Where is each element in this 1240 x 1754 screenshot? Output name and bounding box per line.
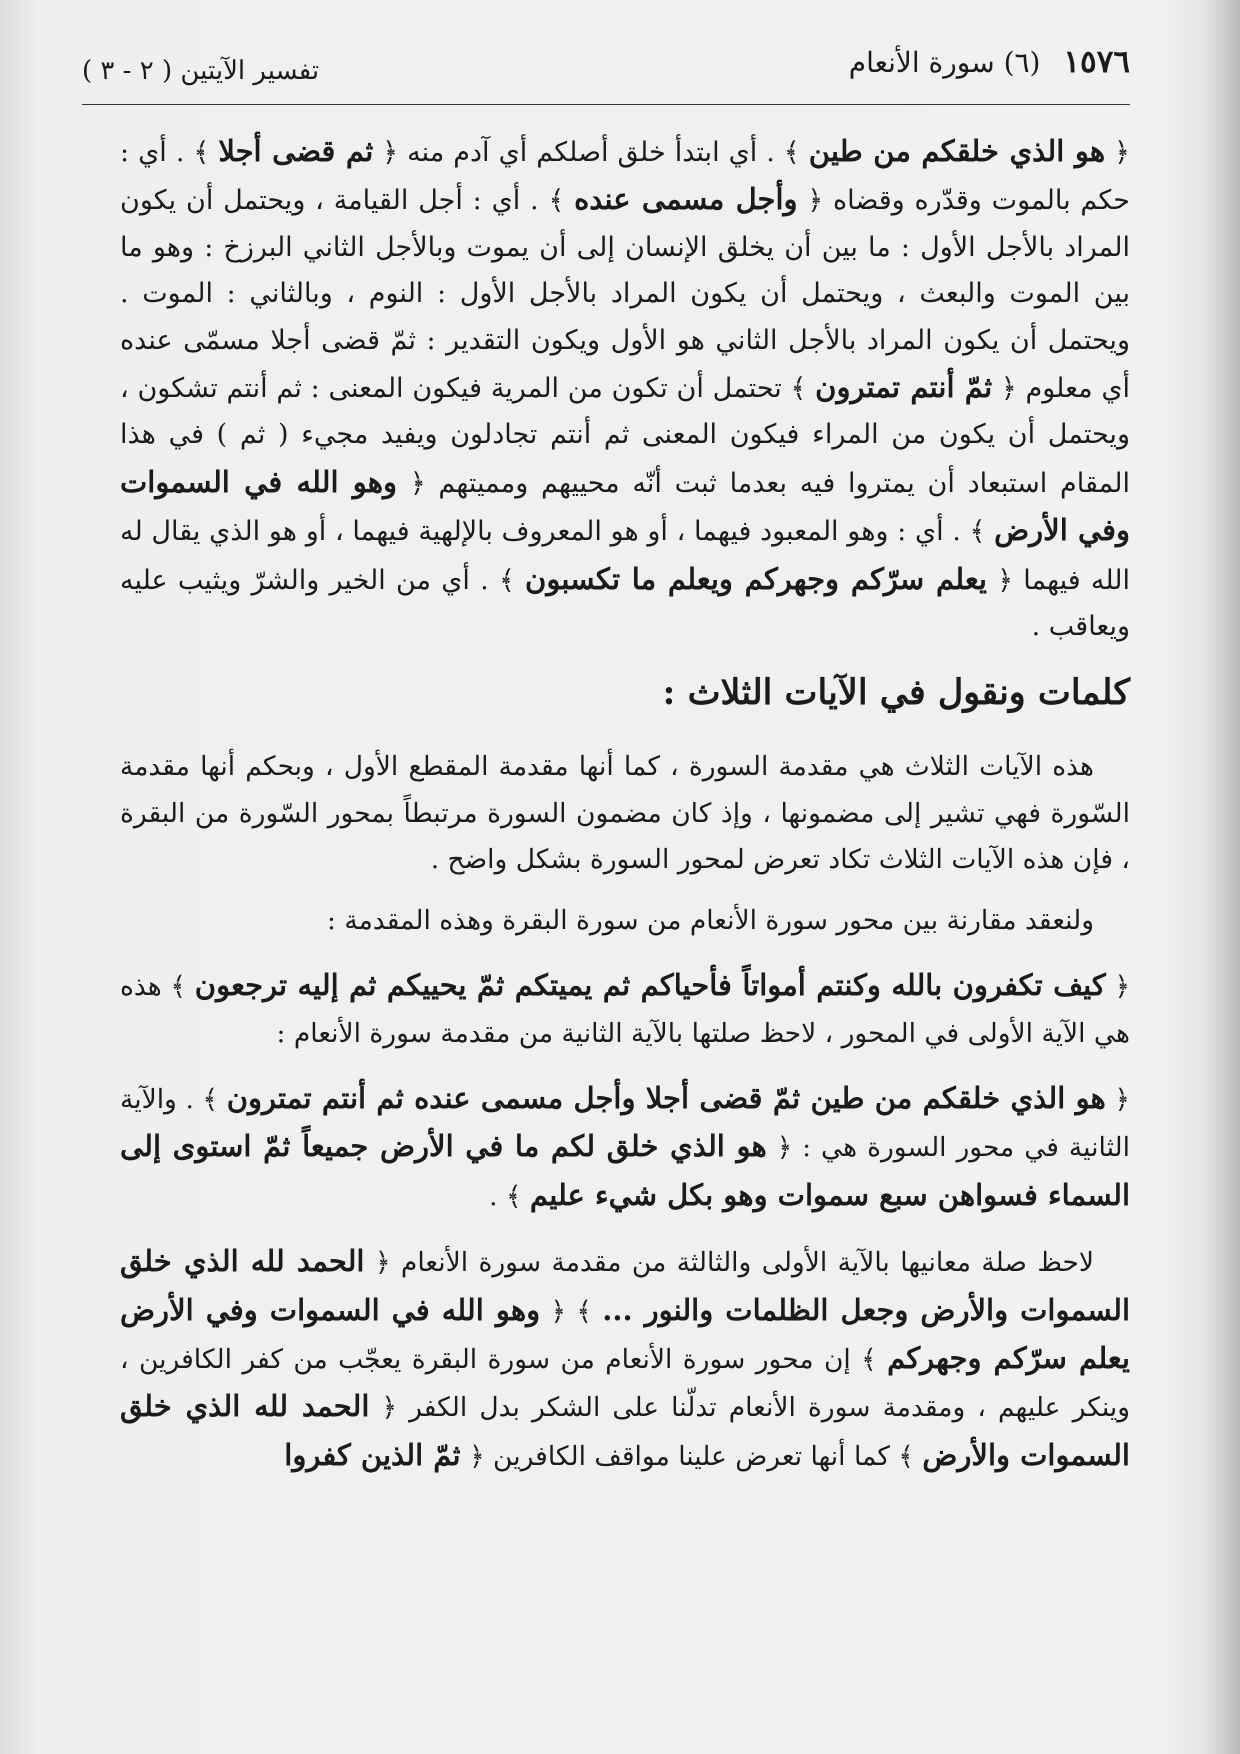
text-segment: لاحظ صلة معانيها بالآية الأولى والثالثة من مقدمة سورة الأنعام ﴿ xyxy=(364,1247,1094,1279)
paragraph-spacer xyxy=(120,944,1130,962)
text-segment: ﴾ . أي : وهو المعبود فيهما ، أو هو المعروف بالإلهية فيهما ، أو هو الذي يقال له الله فيهما ﴿ xyxy=(120,516,1131,596)
paragraph-spacer xyxy=(120,1220,1130,1238)
quran-verse: هو الذي خلق لكم ما في الأرض جميعاً ثمّ استوى إلى السماء فسواهن سبع سموات وهو بكل شيء عليم xyxy=(120,1129,1130,1212)
text-segment: ﴾ . أي : أجل القيامة ، ويحتمل أن يكون المراد بالأجل الأول : ما بين أن يخلق الإنسان إلى أن يموت وبالأجل الثاني البرزخ : وهو ما بين الموت والبعث ، ويحتمل أن يكون المراد بالأجل الأول : النوم ، وبالثاني : الموت . ويحتمل أن يكون المراد بالأجل الثاني هو الأول ويكون التقدير : ثمّ قضى أجلا مسمّى عنده أي معلوم ﴿ xyxy=(120,185,1130,405)
text-segment: ﴾ . xyxy=(489,1180,530,1212)
tafsir-paragraph xyxy=(120,128,1130,650)
second-verse-paragraph xyxy=(120,1075,1130,1220)
quran-verse: ثم قضى أجلا xyxy=(218,134,374,168)
text-segment: ﴾ . أي من الخير والشرّ ويثيب عليه ويعاقب . xyxy=(120,564,1130,643)
comparison-intro: ولنعقد مقارنة بين محور سورة الأنعام من سورة البقرة وهذه المقدمة : xyxy=(327,904,1094,936)
text-segment: ﴿ xyxy=(1105,1083,1131,1115)
page-body xyxy=(120,128,1130,1480)
quran-verse: وأجل مسمى عنده xyxy=(574,182,798,217)
quran-verse: هو الذي خلقكم من طين ثمّ قضى أجلا وأجل مسمى عنده ثم أنتم تمترون xyxy=(226,1080,1106,1115)
text-segment: ﴾ تحتمل أن تكون من المرية فيكون المعنى : ثم أنتم تشكون ، ويحتمل أن يكون من المراء فيكون المعنى ثم أنتم تجادلون ويفيد مجيء ( ثم ) في هذا المقام استبعاد أن يمتروا فيه بعدما ثبت أنّه محييهم ومميتهم ﴿ xyxy=(120,373,1130,499)
page-header xyxy=(82,44,1130,108)
paragraph-spacer xyxy=(120,884,1130,898)
quran-verse: الحمد لله الذي خلق السموات والأرض وجعل الظلمات والنور ... xyxy=(120,1244,1130,1327)
text-segment: ﴿ xyxy=(1105,137,1130,168)
text-segment: ﴿ xyxy=(1105,971,1130,1003)
relation-paragraph xyxy=(120,1238,1130,1480)
text-segment: ﴾ هذه هي الآية الأولى في المحور ، لاحظ صلتها بالآية الثانية من مقدمة سورة الأنعام : xyxy=(120,971,1130,1049)
paragraph-spacer xyxy=(120,1057,1130,1075)
quran-verse: الحمد لله الذي خلق السموات والأرض xyxy=(120,1389,1130,1472)
text-segment: ﴾ ﴿ xyxy=(540,1295,603,1327)
text-segment: ﴾ كما أنها تعرض علينا مواقف الكافرين ﴿ xyxy=(460,1440,923,1472)
page-edge-shadow xyxy=(1206,0,1240,1754)
quran-verse: هو الذي خلقكم من طين xyxy=(808,134,1106,168)
quran-verse: ثمّ الذين كفروا xyxy=(284,1437,461,1472)
commentary-paragraph: هذه الآيات الثلاث هي مقدمة السورة ، كما أنها مقدمة المقطع الأول ، وبحكم أنها مقدمة السّورة فهي تشير إلى مضمونها ، وإذ كان مضمون السورة مرتبطاً بمحور السّورة من البقرة ، فإن هذه الآيات الثلاث تكاد تعرض لمحور السورة بشكل واضح . xyxy=(120,751,1130,876)
text-segment: ﴾ . أي ابتدأ خلق أصلكم أي آدم منه ﴿ xyxy=(373,137,809,168)
quran-verse: ثمّ أنتم تمترون xyxy=(815,370,993,405)
text-segment: ﴾ . والآية الثانية في محور السورة هي : ﴿ xyxy=(120,1083,1130,1164)
quran-verse: يعلم سرّكم وجهركم ويعلم ما تكسبون xyxy=(525,561,987,596)
page-number: ١٥٧٦ xyxy=(1063,44,1130,80)
surah-title: (٦) سورة الأنعام xyxy=(848,46,1041,79)
header-divider xyxy=(82,104,1130,105)
text-segment: ﴾ . أي : حكم بالموت وقدّره وقضاه ﴿ xyxy=(120,137,1130,217)
quran-verse: وهو الله في السموات وفي الأرض xyxy=(120,464,1131,548)
section-heading: كلمات ونقول في الآيات الثلاث : xyxy=(662,672,1130,714)
quran-verse: وهو الله في السموات وفي الأرض يعلم سرّكم وجهركم xyxy=(120,1292,1130,1375)
text-segment: ﴾ إن محور سورة الأنعام من سورة البقرة يعجّب من كفر الكافرين ، وينكر عليهم ، ومقدمة سورة الأنعام تدلّنا على الشكر بدل الكفر ﴿ xyxy=(120,1343,1130,1424)
header-page-info xyxy=(849,44,1130,80)
section-title: تفسير الآيتين ( ٢ - ٣ ) xyxy=(82,56,320,86)
quran-verse: كيف تكفرون بالله وكنتم أمواتاً فأحياكم ثم يميتكم ثمّ يحييكم ثم إليه ترجعون xyxy=(194,968,1106,1003)
axis-verse-paragraph xyxy=(120,962,1130,1057)
